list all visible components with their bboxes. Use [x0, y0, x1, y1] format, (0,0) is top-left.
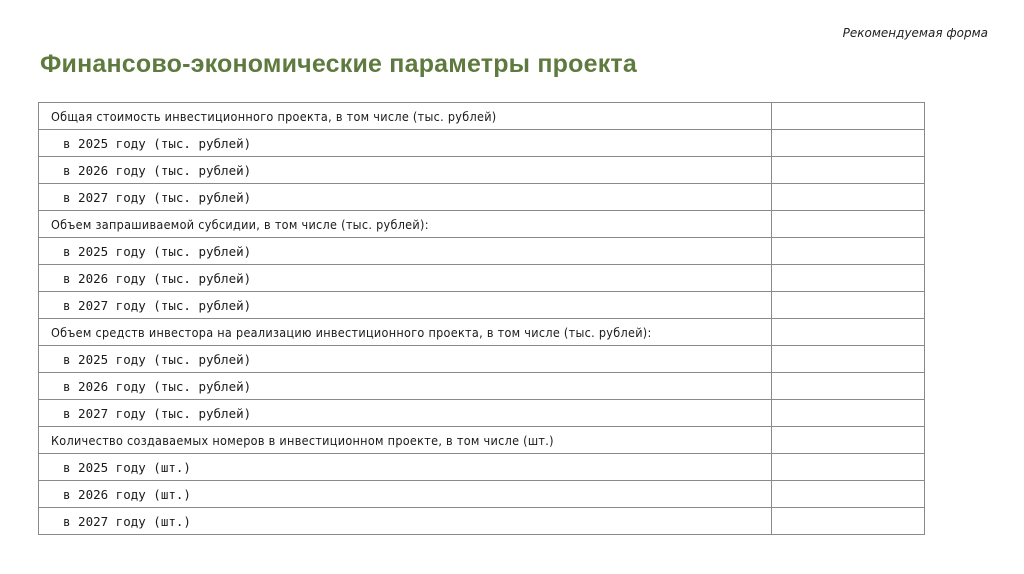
table-row: [39, 184, 925, 211]
row-value-cell[interactable]: [772, 427, 925, 454]
row-value-cell[interactable]: [772, 130, 925, 157]
table-row-investor-funds: [39, 319, 925, 346]
row-label: в 2025 году (тыс. рублей): [39, 238, 772, 265]
row-value-cell[interactable]: [772, 265, 925, 292]
row-value-cell[interactable]: [772, 346, 925, 373]
row-label: Общая стоимость инвестиционного проекта, в том числе (тыс. рублей): [39, 103, 772, 130]
row-value-cell[interactable]: [772, 292, 925, 319]
row-value-cell[interactable]: [772, 211, 925, 238]
page-title: Финансово-экономические параметры проекта: [40, 50, 637, 78]
row-label: в 2025 году (тыс. рублей): [39, 346, 772, 373]
row-label: Количество создаваемых номеров в инвестиционном проекте, в том числе (шт.): [39, 427, 772, 454]
row-label: в 2026 году (шт.): [39, 481, 772, 508]
row-label: в 2026 году (тыс. рублей): [39, 265, 772, 292]
row-value-cell[interactable]: [772, 103, 925, 130]
table-row: [39, 130, 925, 157]
row-value-cell[interactable]: [772, 508, 925, 535]
row-label: Объем средств инвестора на реализацию инвестиционного проекта, в том числе (тыс. рублей):: [39, 319, 772, 346]
row-value-cell[interactable]: [772, 400, 925, 427]
table-row: [39, 292, 925, 319]
row-value-cell[interactable]: [772, 319, 925, 346]
table-row: [39, 238, 925, 265]
row-value-cell[interactable]: [772, 454, 925, 481]
row-label: в 2026 году (тыс. рублей): [39, 373, 772, 400]
table-row: [39, 400, 925, 427]
table-row: [39, 157, 925, 184]
row-label: в 2027 году (тыс. рублей): [39, 292, 772, 319]
table-row: [39, 481, 925, 508]
row-label: в 2027 году (шт.): [39, 508, 772, 535]
parameters-table: [38, 102, 925, 535]
row-value-cell[interactable]: [772, 373, 925, 400]
row-value-cell[interactable]: [772, 238, 925, 265]
recommended-form-note: Рекомендуемая форма: [842, 26, 988, 40]
table-row: [39, 265, 925, 292]
row-label: в 2027 году (тыс. рублей): [39, 400, 772, 427]
table-row-rooms-count: [39, 427, 925, 454]
row-label: в 2025 году (тыс. рублей): [39, 130, 772, 157]
table-row-subsidy: [39, 211, 925, 238]
table-row: [39, 346, 925, 373]
row-label: в 2026 году (тыс. рублей): [39, 157, 772, 184]
row-value-cell[interactable]: [772, 157, 925, 184]
row-value-cell[interactable]: [772, 184, 925, 211]
table-row: [39, 454, 925, 481]
table-row: [39, 373, 925, 400]
row-label: в 2027 году (тыс. рублей): [39, 184, 772, 211]
table-row: [39, 508, 925, 535]
row-label: Объем запрашиваемой субсидии, в том числе (тыс. рублей):: [39, 211, 772, 238]
row-label: в 2025 году (шт.): [39, 454, 772, 481]
table-row-total-cost: [39, 103, 925, 130]
row-value-cell[interactable]: [772, 481, 925, 508]
